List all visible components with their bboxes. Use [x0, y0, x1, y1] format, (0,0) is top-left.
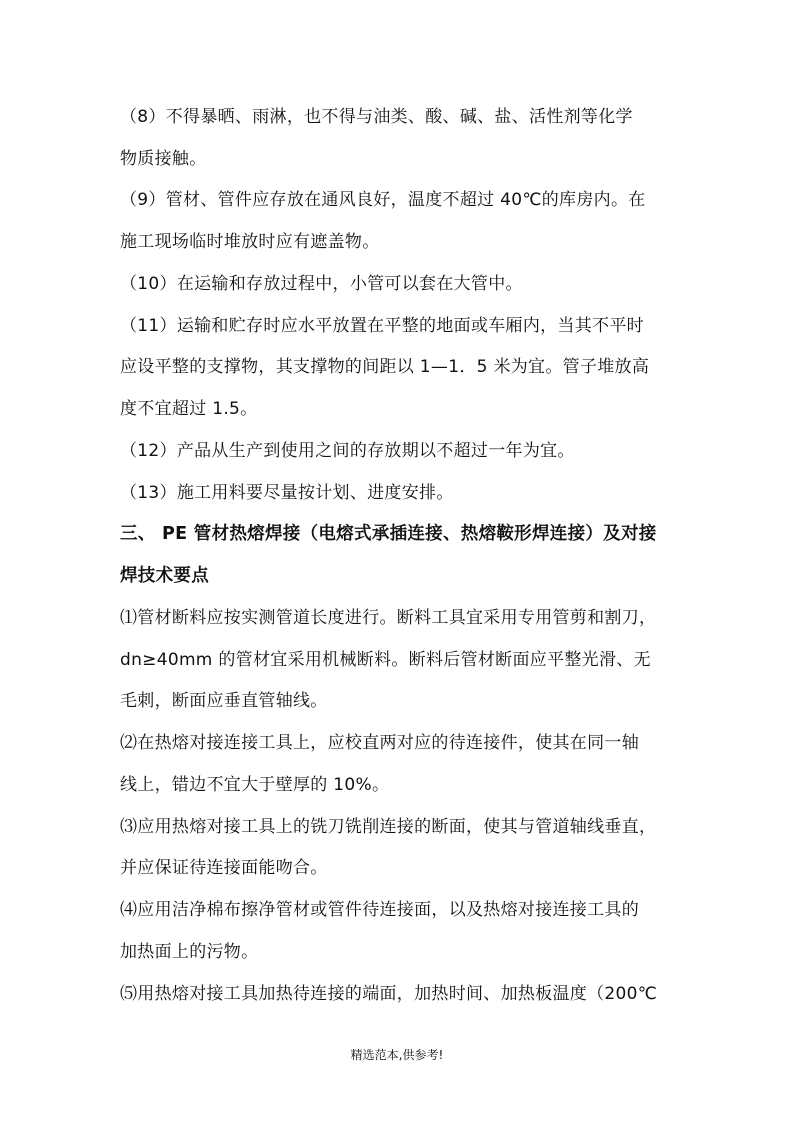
section-heading: 三、 PE 管材热熔焊接（电熔式承插连接、热熔鞍形焊连接）及对接	[120, 524, 657, 544]
text-line: ⑴管材断料应按实测管道长度进行。断料工具宜采用专用管剪和割刀，	[120, 608, 657, 628]
text-line: ⑸用热熔对接工具加热待连接的端面，加热时间、加热板温度（200℃	[120, 984, 658, 1004]
text-line: 线上，错边不宜大于壁厚的 10%。	[120, 775, 390, 795]
text-line: dn≥40mm 的管材宜采用机械断料。断料后管材断面应平整光滑、无	[120, 650, 651, 670]
text-line: （10）在运输和存放过程中，小管可以套在大管中。	[120, 274, 523, 294]
text-line: （9）管材、管件应存放在通风良好，温度不超过 40℃的库房内。在	[120, 190, 646, 210]
text-line: 应设平整的支撑物，其支撑物的间距以 1—1．5 米为宜。管子堆放高	[120, 357, 650, 377]
text-line: 加热面上的污物。	[120, 942, 259, 962]
page-footer: 精选范本,供参考!	[350, 1048, 444, 1062]
text-line: （12）产品从生产到使用之间的存放期以不超过一年为宜。	[120, 441, 575, 461]
text-line: 度不宜超过 1.5。	[120, 399, 258, 419]
section-heading-continued: 焊技术要点	[120, 566, 209, 586]
text-line: 并应保证待连接面能吻合。	[120, 858, 328, 878]
text-line: （13）施工用料要尽量按计划、进度安排。	[120, 483, 454, 503]
text-line: 毛刺，断面应垂直管轴线。	[120, 691, 328, 711]
text-line: ⑵在热熔对接连接工具上，应校直两对应的待连接件，使其在同一轴	[120, 733, 639, 753]
text-line: 施工现场临时堆放时应有遮盖物。	[120, 232, 380, 252]
text-line: （11）运输和贮存时应水平放置在平整的地面或车厢内，当其不平时	[120, 316, 644, 336]
text-line: ⑷应用洁净棉布擦净管材或管件待连接面，以及热熔对接连接工具的	[120, 900, 639, 920]
text-line: （8）不得暴晒、雨淋，也不得与油类、酸、碱、盐、活性剂等化学	[120, 107, 633, 127]
text-line: ⑶应用热熔对接工具上的铣刀铣削连接的断面，使其与管道轴线垂直，	[120, 817, 657, 837]
text-line: 物质接触。	[120, 149, 207, 169]
